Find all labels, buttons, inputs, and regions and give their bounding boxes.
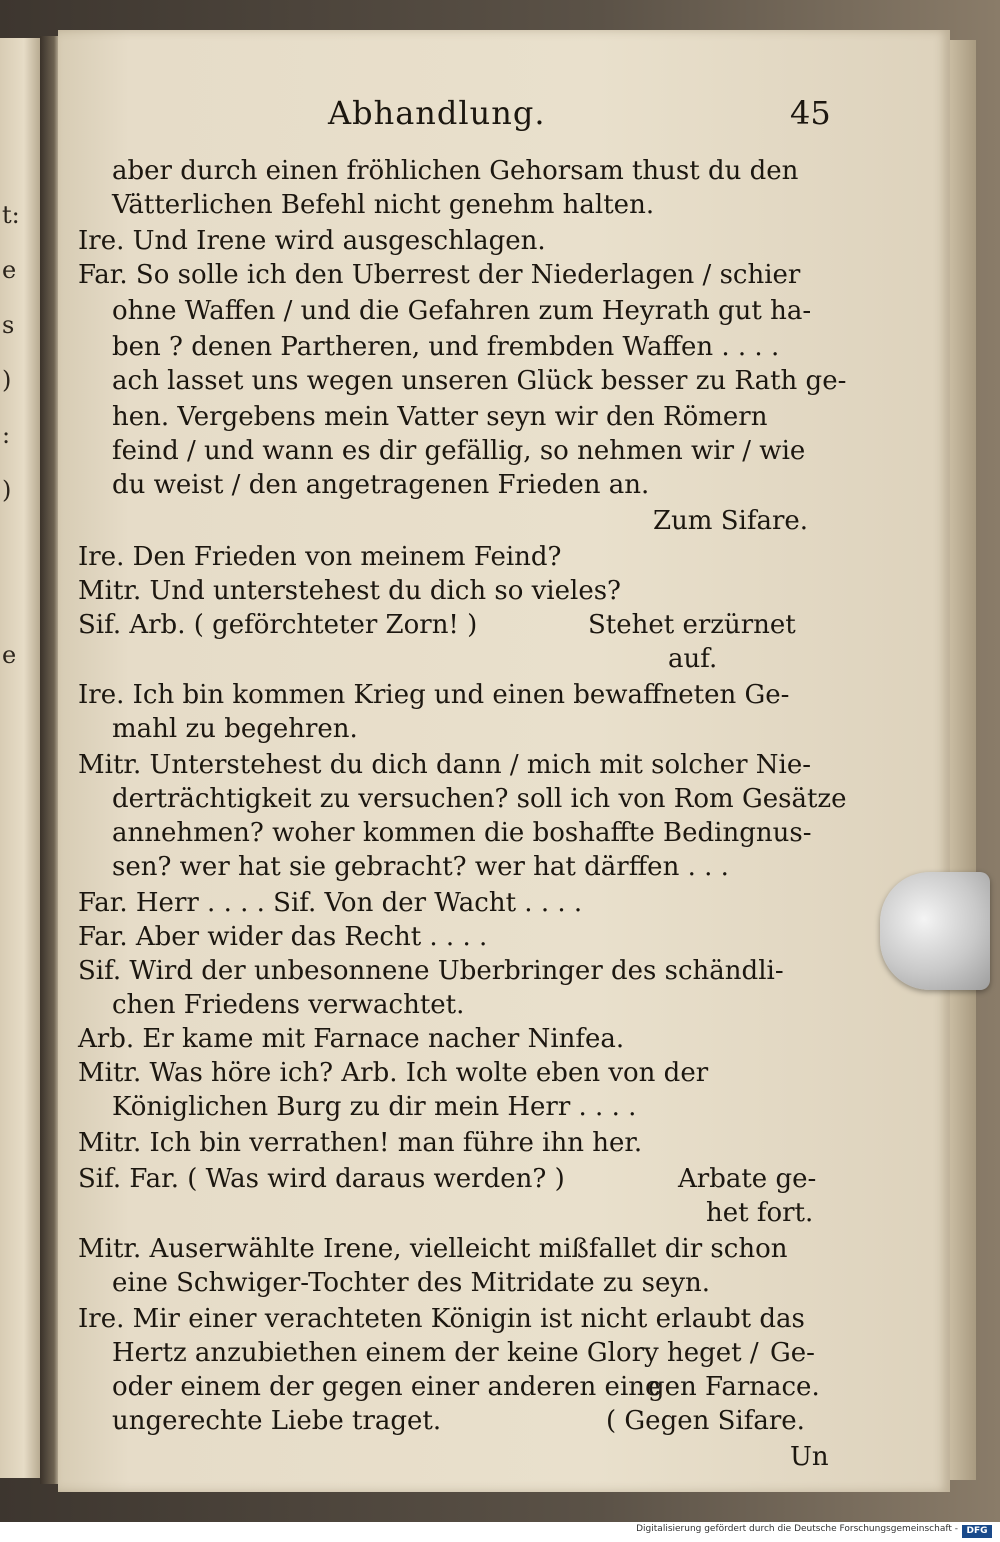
- text-line: mahl zu begehren.: [112, 714, 358, 744]
- text-line: Sif. Arb. ( geförchteter Zorn! ): [78, 610, 478, 640]
- text-line: Mitr. Ich bin verrathen! man führe ihn her.: [78, 1128, 643, 1158]
- stage-direction: Stehet erzürnet: [588, 610, 796, 640]
- left-page-edge: [0, 38, 40, 1478]
- book-gutter: [40, 36, 60, 1484]
- stage-direction: het fort.: [706, 1198, 814, 1228]
- text-line: sen? wer hat sie gebracht? wer hat därffen . . .: [112, 852, 729, 882]
- text-line: du weist / den angetragenen Frieden an.: [112, 470, 650, 500]
- page-text-block: [78, 94, 847, 1476]
- text-line: Far. Herr . . . . Sif. Von der Wacht . . . .: [78, 888, 583, 918]
- stage-direction: Ge-: [770, 1338, 815, 1368]
- text-line: ohne Waffen / und die Gefahren zum Heyrath gut ha-: [112, 296, 812, 326]
- text-line: chen Friedens verwachtet.: [112, 990, 465, 1020]
- page-heading: Abhandlung.: [328, 94, 546, 132]
- text-line: Ire. Ich bin kommen Krieg und einen bewaffneten Ge-: [78, 680, 790, 710]
- text-line: ach lasset uns wegen unseren Glück besser zu Rath ge-: [112, 366, 847, 396]
- left-page-text-fragments: t: e s ) : ) e: [2, 201, 20, 669]
- text-line: Sif. Far. ( Was wird daraus werden? ): [78, 1164, 565, 1194]
- stage-direction: Arbate ge-: [678, 1164, 817, 1194]
- text-line: Arb. Er kame mit Farnace nacher Ninfea.: [78, 1024, 625, 1054]
- text-line: Königlichen Burg zu dir mein Herr . . . .: [112, 1092, 637, 1122]
- stage-direction: auf.: [668, 644, 718, 674]
- text-line: Hertz anzubiethen einem der keine Glory heget /: [112, 1338, 759, 1368]
- text-line: Far. Aber wider das Recht . . . .: [78, 922, 488, 952]
- text-line: aber durch einen fröhlichen Gehorsam thust du den: [112, 156, 799, 186]
- text-line: Sif. Wird der unbesonnene Uberbringer des schändli-: [78, 956, 784, 986]
- text-line: Far. So solle ich den Uberrest der Niederlagen / schier: [78, 260, 801, 290]
- text-line: ungerechte Liebe traget.: [112, 1406, 442, 1436]
- text-line: derträchtigkeit zu versuchen? soll ich von Rom Gesätze: [112, 784, 847, 814]
- stage-direction: ( Gegen Sifare.: [606, 1406, 805, 1436]
- text-line: Ire. Den Frieden von meinem Feind?: [78, 542, 562, 572]
- text-line: Mitr. Unterstehest du dich dann / mich mit solcher Nie-: [78, 750, 812, 780]
- page-clip: [880, 872, 990, 990]
- text-line: Mitr. Und unterstehest du dich so vieles?: [78, 576, 621, 606]
- page-stack-edge: [950, 40, 976, 1480]
- text-line: oder einem der gegen einer anderen eine: [112, 1372, 661, 1402]
- stage-direction: Zum Sifare.: [653, 506, 809, 536]
- text-line: eine Schwiger-Tochter des Mitridate zu seyn.: [112, 1268, 711, 1298]
- footer-bar: [0, 1522, 1000, 1542]
- text-line: ben ? denen Partheren, und frembden Waffen . . . .: [112, 332, 780, 362]
- text-line: Mitr. Auserwählte Irene, vielleicht mißfallet dir schon: [78, 1234, 788, 1264]
- footer-credit: Digitalisierung gefördert durch die Deutsche Forschungsgemeinschaft -: [636, 1524, 958, 1534]
- text-line: feind / und wann es dir gefällig, so nehmen wir / wie: [112, 436, 806, 466]
- text-line: Ire. Mir einer verachteten Königin ist nicht erlaubt das: [78, 1304, 805, 1334]
- page-number: 45: [790, 94, 831, 132]
- text-line: Ire. Und Irene wird ausgeschlagen.: [78, 226, 546, 256]
- stage-direction: gen Farnace.: [648, 1372, 820, 1402]
- dfg-logo: DFG: [962, 1525, 992, 1538]
- text-line: Mitr. Was höre ich? Arb. Ich wolte eben von der: [78, 1058, 709, 1088]
- text-line: annehmen? woher kommen die boshaffte Bedingnus-: [112, 818, 812, 848]
- text-line: hen. Vergebens mein Vatter seyn wir den Römern: [112, 402, 768, 432]
- catchword: Un: [790, 1442, 829, 1472]
- text-line: Vätterlichen Befehl nicht genehm halten.: [112, 190, 655, 220]
